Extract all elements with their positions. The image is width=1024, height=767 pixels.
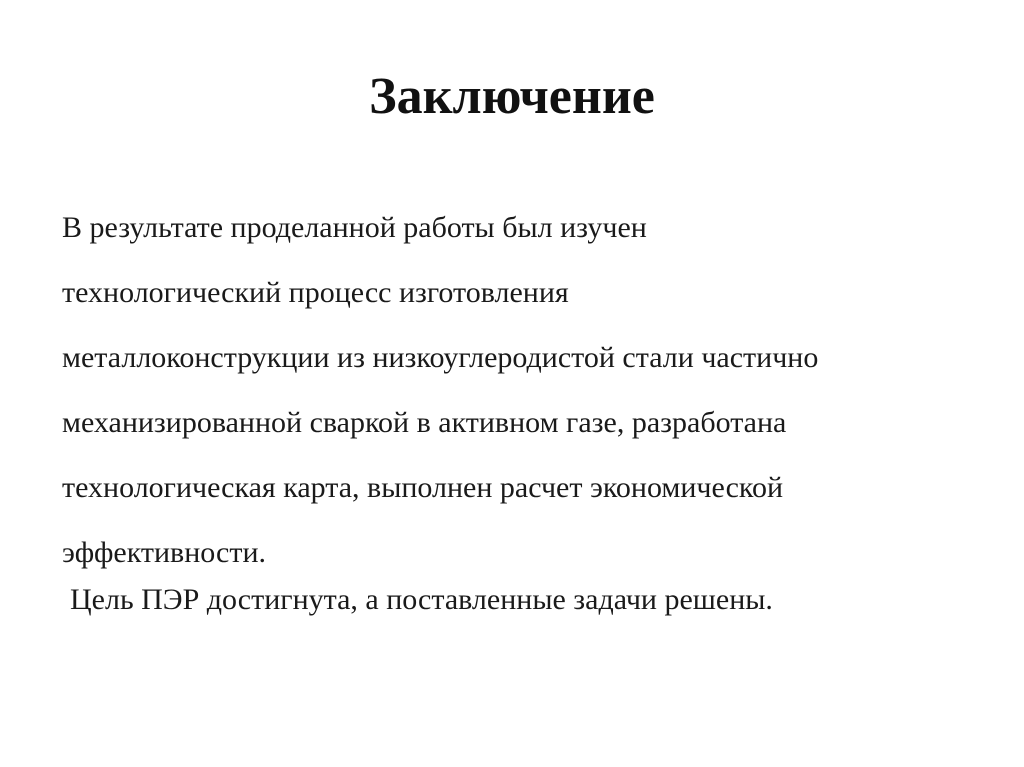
body-line: технологическая карта, выполнен расчет экономической xyxy=(62,471,783,504)
body-line: В результате проделанной работы был изучен xyxy=(62,211,647,244)
body-line: технологический процесс изготовления xyxy=(62,276,569,309)
body-line: механизированной сваркой в активном газе, разработана xyxy=(62,406,787,439)
body-paragraph xyxy=(62,195,1002,585)
body-line: металлоконструкции из низкоуглеродистой стали частично xyxy=(62,341,819,374)
slide-title: Заключение xyxy=(369,68,655,125)
conclusion-text: Цель ПЭР достигнута, а поставленные задачи решены. xyxy=(70,583,773,616)
body-line: эффективности. xyxy=(62,536,267,569)
